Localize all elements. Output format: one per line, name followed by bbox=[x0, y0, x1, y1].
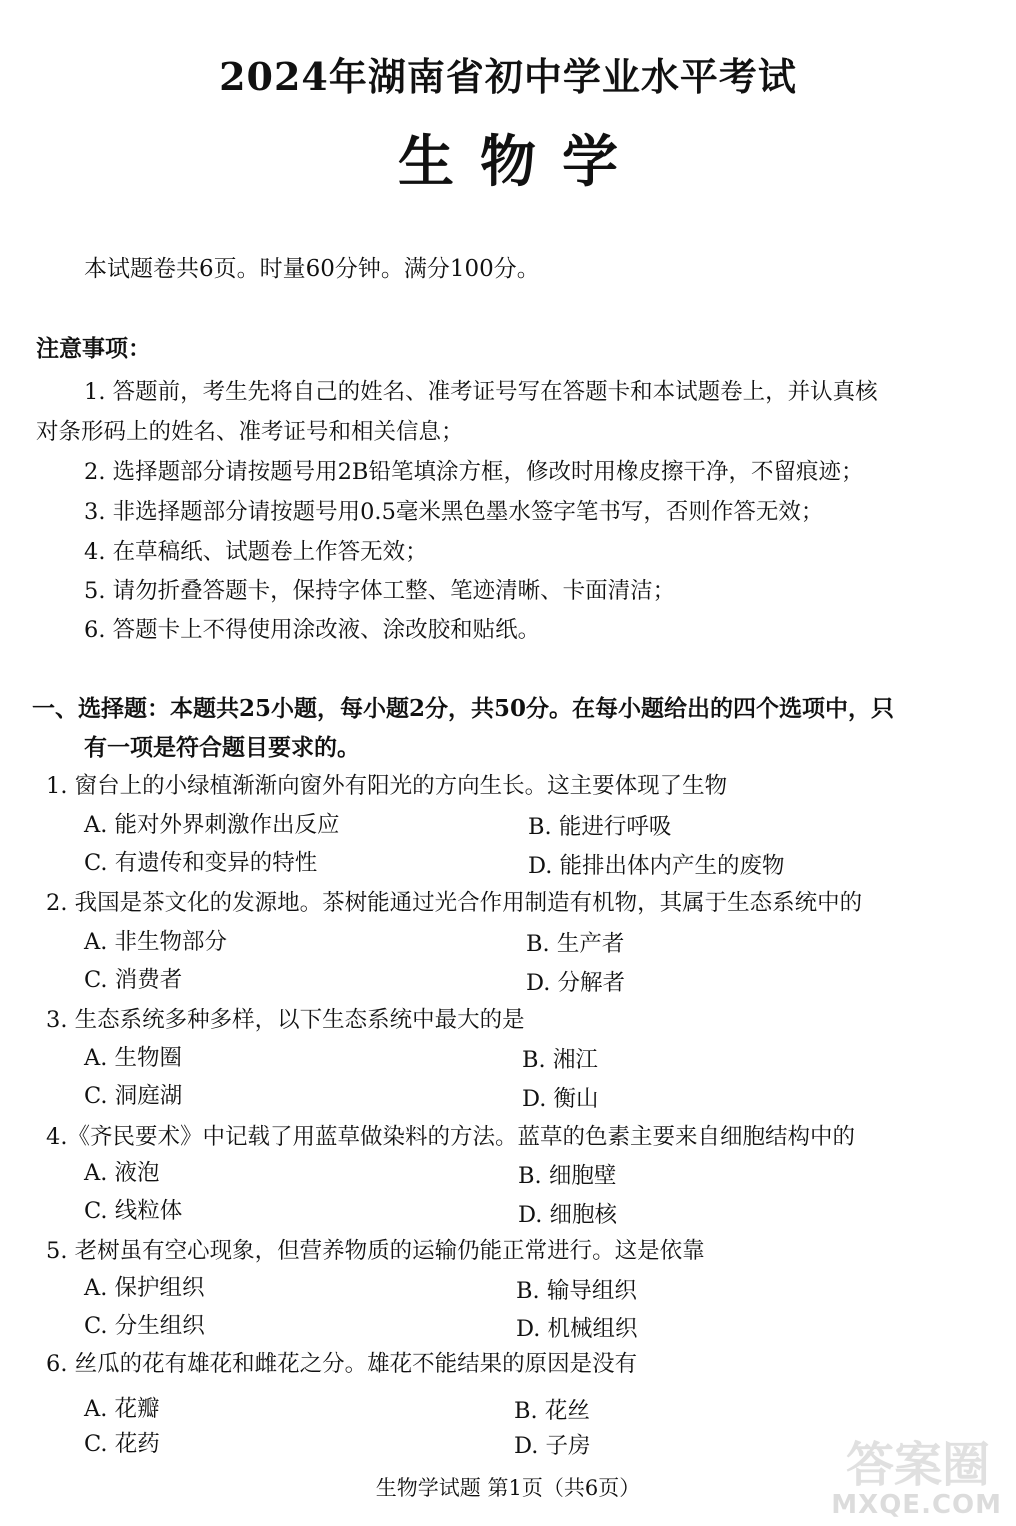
question-5-option-d: D. 机械组织 bbox=[516, 1316, 638, 1342]
watermark-logo: 答案圈 bbox=[846, 1437, 991, 1493]
question-4-option-b: B. 细胞壁 bbox=[518, 1163, 617, 1189]
question-1-option-c: C. 有遗传和变异的特性 bbox=[84, 850, 318, 876]
question-3-option-a: A. 生物圈 bbox=[84, 1045, 183, 1071]
question-6-option-d: D. 子房 bbox=[514, 1433, 591, 1459]
question-4-stem: 4.《齐民要术》中记载了用蓝草做染料的方法。蓝草的色素主要来自细胞结构中的 bbox=[46, 1124, 855, 1150]
notice-item-2: 2. 选择题部分请按题号用2B铅笔填涂方框，修改时用橡皮擦干净，不留痕迹； bbox=[84, 459, 864, 485]
section-heading-continued: 有一项是符合题目要求的。 bbox=[84, 734, 360, 761]
question-2-option-d: D. 分解者 bbox=[526, 970, 626, 996]
subject-title: 生物学 bbox=[398, 129, 644, 195]
question-5-option-a: A. 保护组织 bbox=[84, 1275, 205, 1301]
section-heading: 一、选择题：本题共25小题，每小题2分，共50分。在每小题给出的四个选项中，只 bbox=[32, 695, 895, 722]
question-3-option-c: C. 洞庭湖 bbox=[84, 1083, 183, 1109]
question-5-option-c: C. 分生组织 bbox=[84, 1313, 205, 1339]
question-1-option-a: A. 能对外界刺激作出反应 bbox=[84, 812, 340, 838]
page-footer: 生物学试题 第1页（共6页） bbox=[375, 1476, 641, 1500]
question-1-option-b: B. 能进行呼吸 bbox=[528, 814, 672, 840]
question-2-option-c: C. 消费者 bbox=[84, 967, 183, 993]
question-4-option-c: C. 线粒体 bbox=[84, 1198, 183, 1224]
notice-heading: 注意事项： bbox=[36, 335, 151, 362]
watermark-text: MXQE.COM bbox=[831, 1490, 1002, 1520]
question-6-option-a: A. 花瓣 bbox=[84, 1396, 160, 1422]
notice-item-1-continued: 对条形码上的姓名、准考证号和相关信息； bbox=[36, 419, 464, 445]
question-6-stem: 6. 丝瓜的花有雄花和雌花之分。雄花不能结果的原因是没有 bbox=[46, 1351, 638, 1377]
question-1-stem: 1. 窗台上的小绿植渐渐向窗外有阳光的方向生长。这主要体现了生物 bbox=[46, 773, 728, 799]
watermark bbox=[806, 1424, 1006, 1520]
question-2-stem: 2. 我国是茶文化的发源地。茶树能通过光合作用制造有机物，其属于生态系统中的 bbox=[46, 890, 863, 916]
notice-item-5: 5. 请勿折叠答题卡，保持字体工整、笔迹清晰、卡面清洁； bbox=[84, 578, 676, 604]
notice-item-1: 1. 答题前，考生先将自己的姓名、准考证号写在答题卡和本试题卷上，并认真核 bbox=[84, 379, 878, 405]
question-6-option-b: B. 花丝 bbox=[514, 1398, 590, 1424]
question-3-stem: 3. 生态系统多种多样，以下生态系统中最大的是 bbox=[46, 1007, 525, 1033]
question-4-option-d: D. 细胞核 bbox=[518, 1202, 618, 1228]
question-1-option-d: D. 能排出体内产生的废物 bbox=[528, 853, 785, 879]
notice-item-4: 4. 在草稿纸、试题卷上作答无效； bbox=[84, 539, 428, 565]
question-6-option-c: C. 花药 bbox=[84, 1431, 160, 1457]
notice-item-6: 6. 答题卡上不得使用涂改液、涂改胶和贴纸。 bbox=[84, 617, 541, 643]
question-4-option-a: A. 液泡 bbox=[84, 1160, 160, 1186]
question-5-option-b: B. 输导组织 bbox=[516, 1278, 637, 1304]
question-2-option-b: B. 生产者 bbox=[526, 931, 625, 957]
exam-intro: 本试题卷共6页。时量60分钟。满分100分。 bbox=[84, 256, 540, 282]
exam-title: 2024年湖南省初中学业水平考试 bbox=[219, 54, 797, 99]
question-3-option-d: D. 衡山 bbox=[522, 1086, 599, 1112]
question-3-option-b: B. 湘江 bbox=[522, 1047, 598, 1073]
notice-item-3: 3. 非选择题部分请按题号用0.5毫米黑色墨水签字笔书写，否则作答无效； bbox=[84, 499, 824, 525]
question-5-stem: 5. 老树虽有空心现象，但营养物质的运输仍能正常进行。这是依靠 bbox=[46, 1238, 705, 1264]
question-2-option-a: A. 非生物部分 bbox=[84, 929, 228, 955]
